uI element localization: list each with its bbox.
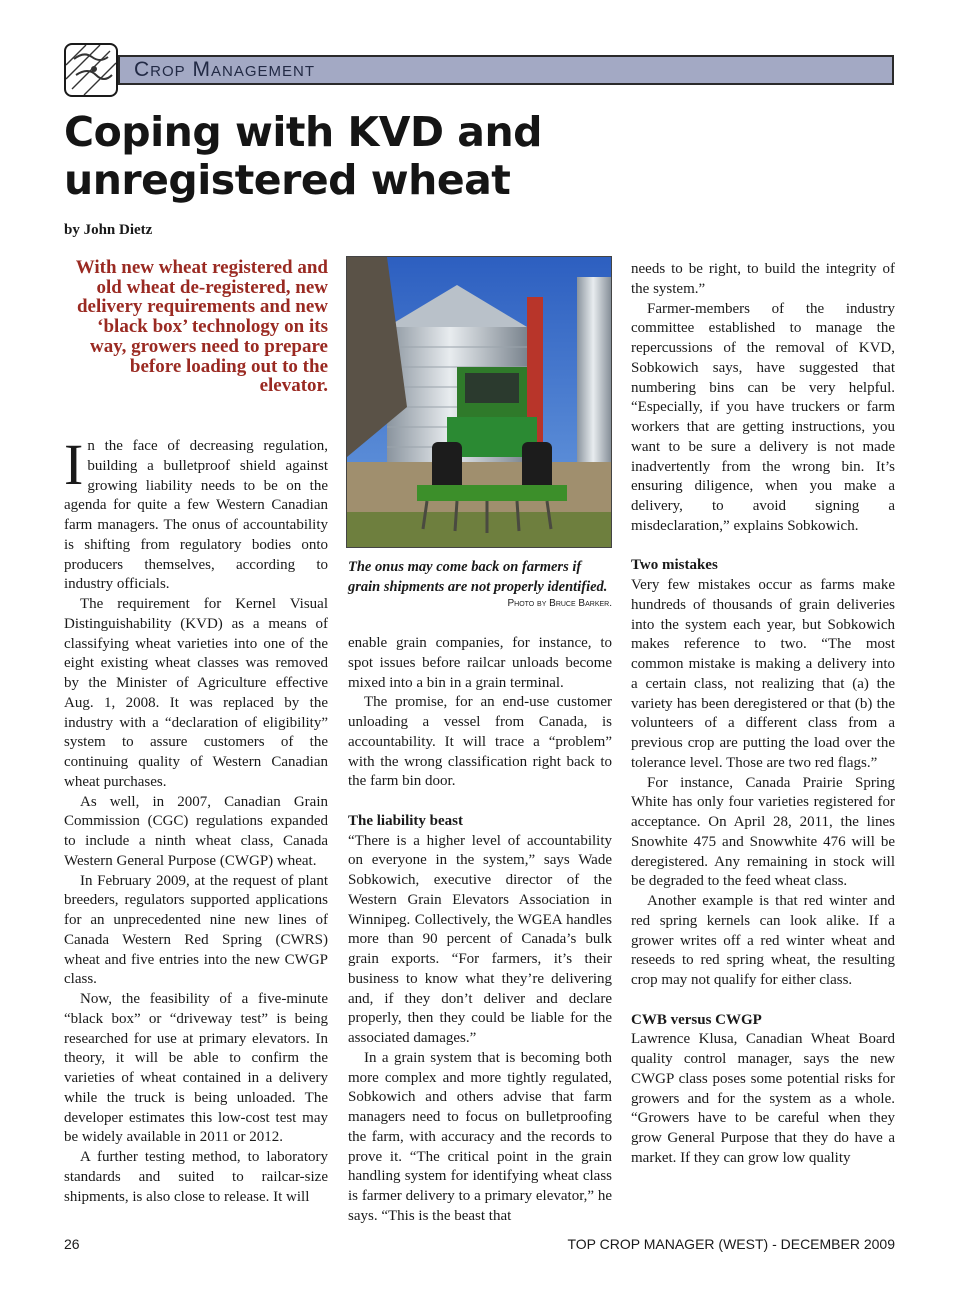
paragraph: Very few mistakes occur as farms make hundreds of thousands of grain deliveries into the system each year, but Sobkowich makes reference to two. “The most common mistake is making a delivery into a certain class, not realizing that (a) the variety has been deregistered or that (b) the volunteers of a different class from a previous crop are putting the load over the tolerance level. Those are two red flags.” — [631, 577, 895, 771]
paragraph: In a grain system that is becoming both more complex and more tightly regulated, Sobkowich and others advise that farm managers need to focus on bulletproofing the farm, with accuracy and the records to prove it. “The critical point in the grain handling system for identifying wheat class is farmer delivery to a primary elevator,” he says. “This is the beast that — [348, 1049, 612, 1224]
paragraph: The promise, for an end-use customer unloading a vessel from Canada, is accountability. It will trace a “problem” with the wrong classification right back to the farm bin door. — [348, 694, 612, 790]
paragraph: Lawrence Klusa, Canadian Wheat Board quality control manager, says the new CWGP class poses some potential risks for growers and for the system as a whole. “Growers have to be careful when they grow General Purpose that they do have a market. If they can grow low quality — [631, 1031, 895, 1166]
subhead: Two mistakes — [631, 557, 718, 574]
paragraph: A further testing method, to laboratory standards and suited to railcar-size shipments, is also close to release. It will — [64, 1149, 328, 1205]
paragraph: Farmer-members of the industry committee established to manage the repercussions of the removal of KVD, Sobkowich says, have suggested that numbering bins can be very helpful. “Especially, if you have truckers or farm workers that are getting instructions, you want to be sure a delivery is not made inadvertently from the wrong bin. It’s ensuring diligence, when you make a delivery, to avoid signing a misdeclaration,” explains Sobkowich. — [631, 300, 895, 534]
column-2 — [348, 634, 612, 1227]
photo-tractor-grain-bins — [346, 256, 612, 548]
subhead: CWB versus CWGP — [631, 1011, 762, 1028]
column-1 — [64, 432, 328, 1207]
paragraph: As well, in 2007, Canadian Grain Commission (CGC) regulations expanded to include a ninth wheat class, Canada Western General Purpose (CWGP) wheat. — [64, 793, 328, 869]
section-bar — [118, 55, 894, 85]
column-3 — [631, 260, 895, 1169]
paragraph: The requirement for Kernel Visual Distinguishability (KVD) as a means of classifying wheat varieties into one of the eight existing wheat classes was removed by the Minister of Agriculture effective Aug. 1, 2008. It was replaced by the industry with a “declaration of eligibility” system to assure customers of the continuing quality of Western Canadian wheat purchases. — [64, 596, 328, 790]
paragraph: needs to be right, to build the integrity of the system.” — [631, 261, 895, 297]
paragraph: In February 2009, at the request of plant breeders, regulators supported applications for an unprecedented nine new lines of Canada Western Red Spring (CWRS) wheat and five entries into the new CWGP class. — [64, 872, 328, 988]
subhead: The liability beast — [348, 812, 464, 829]
publication-footer: TOP CROP MANAGER (WEST) - DECEMBER 2009 — [567, 1236, 895, 1252]
paragraph: enable grain companies, for instance, to spot issues before railcar unloads become mixed into a bin in a grain terminal. — [348, 635, 612, 691]
deck: With new wheat registered and old wheat de-registered, new delivery requirements and new ‘black box’ technology on its way, growers need to prepare before loading out to the elevator. — [75, 257, 328, 397]
section-label: Crop Management — [134, 58, 316, 81]
paragraph: For instance, Canada Prairie Spring White has only four varieties registered for acceptance. On April 28, 2011, the lines Snowhite 475 and Snowwhite 476 will be deregistered. Any remaining in stock will be degraded to the feed wheat class. — [631, 774, 895, 890]
paragraph: “There is a higher level of accountability on everyone in the system,” says Wade Sobkowich, executive director of the Western Grain Elevators Association in Winnipeg. Collectively, the WGEA handles more than 90 percent of Canada’s bulk grain exports. “For farmers, it’s their business to know what they’re delivering and, if they don’t deliver and declare properly, then they could be liable for the associated damages.” — [348, 832, 612, 1046]
photo-caption: The onus may come back on farmers if grain shipments are not properly identified. — [348, 559, 608, 595]
paragraph: In the face of decreasing regulation, building a bulletproof shield against growing liability needs to be on the agenda for quite a few Western Canadian farm managers. The onus of accountability is shifting from regulatory bodies onto producers themselves, according to industry officials. — [64, 432, 328, 593]
byline: by John Dietz — [64, 222, 153, 238]
drop-cap: I — [64, 432, 84, 497]
article-title: Coping with KVD and unregistered wheat — [64, 108, 542, 204]
section-icon — [64, 43, 118, 97]
page-number: 26 — [64, 1236, 80, 1252]
paragraph: Another example is that red winter and red spring kernels can look alike. If a grower writes off a red winter wheat and reseeds to red spring wheat, the resulting crop may not qualify for either class. — [631, 893, 895, 988]
paragraph: Now, the feasibility of a five-minute “black box” or “driveway test” is being researched for use at primary elevators. In theory, it will be able to confirm the varieties of wheat contained in a delivery while the truck is being unloaded. The developer estimates this low-cost test may be widely available in 2011 or 2012. — [64, 991, 328, 1146]
photo-credit: Photo by Bruce Barker. — [507, 598, 612, 609]
